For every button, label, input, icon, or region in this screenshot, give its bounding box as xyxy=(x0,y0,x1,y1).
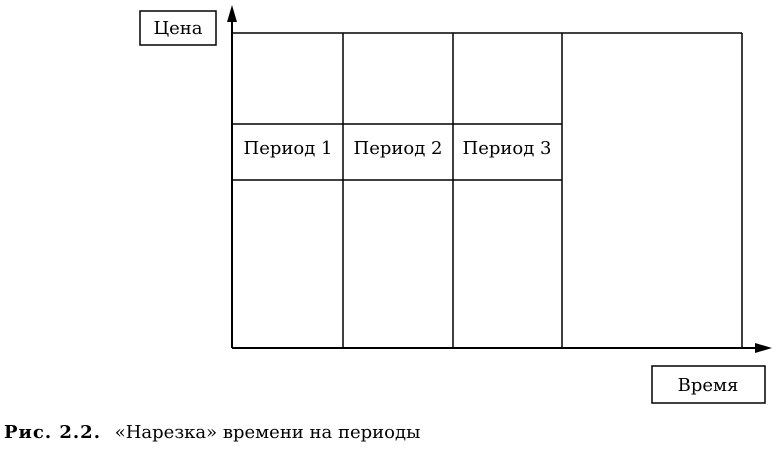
period-label-1: Период 1 xyxy=(243,138,333,159)
period-label-3: Период 3 xyxy=(462,138,552,159)
y-axis-label: Цена xyxy=(153,18,203,39)
period-label-2: Период 2 xyxy=(353,138,443,159)
x-axis-label: Время xyxy=(677,375,739,396)
figure-number: Рис. 2.2. xyxy=(4,422,101,443)
figure-caption xyxy=(4,422,420,443)
x-axis-arrow-icon xyxy=(755,343,772,353)
y-axis-arrow-icon xyxy=(227,5,237,22)
figure-title: «Нарезка» времени на периоды xyxy=(114,422,421,443)
